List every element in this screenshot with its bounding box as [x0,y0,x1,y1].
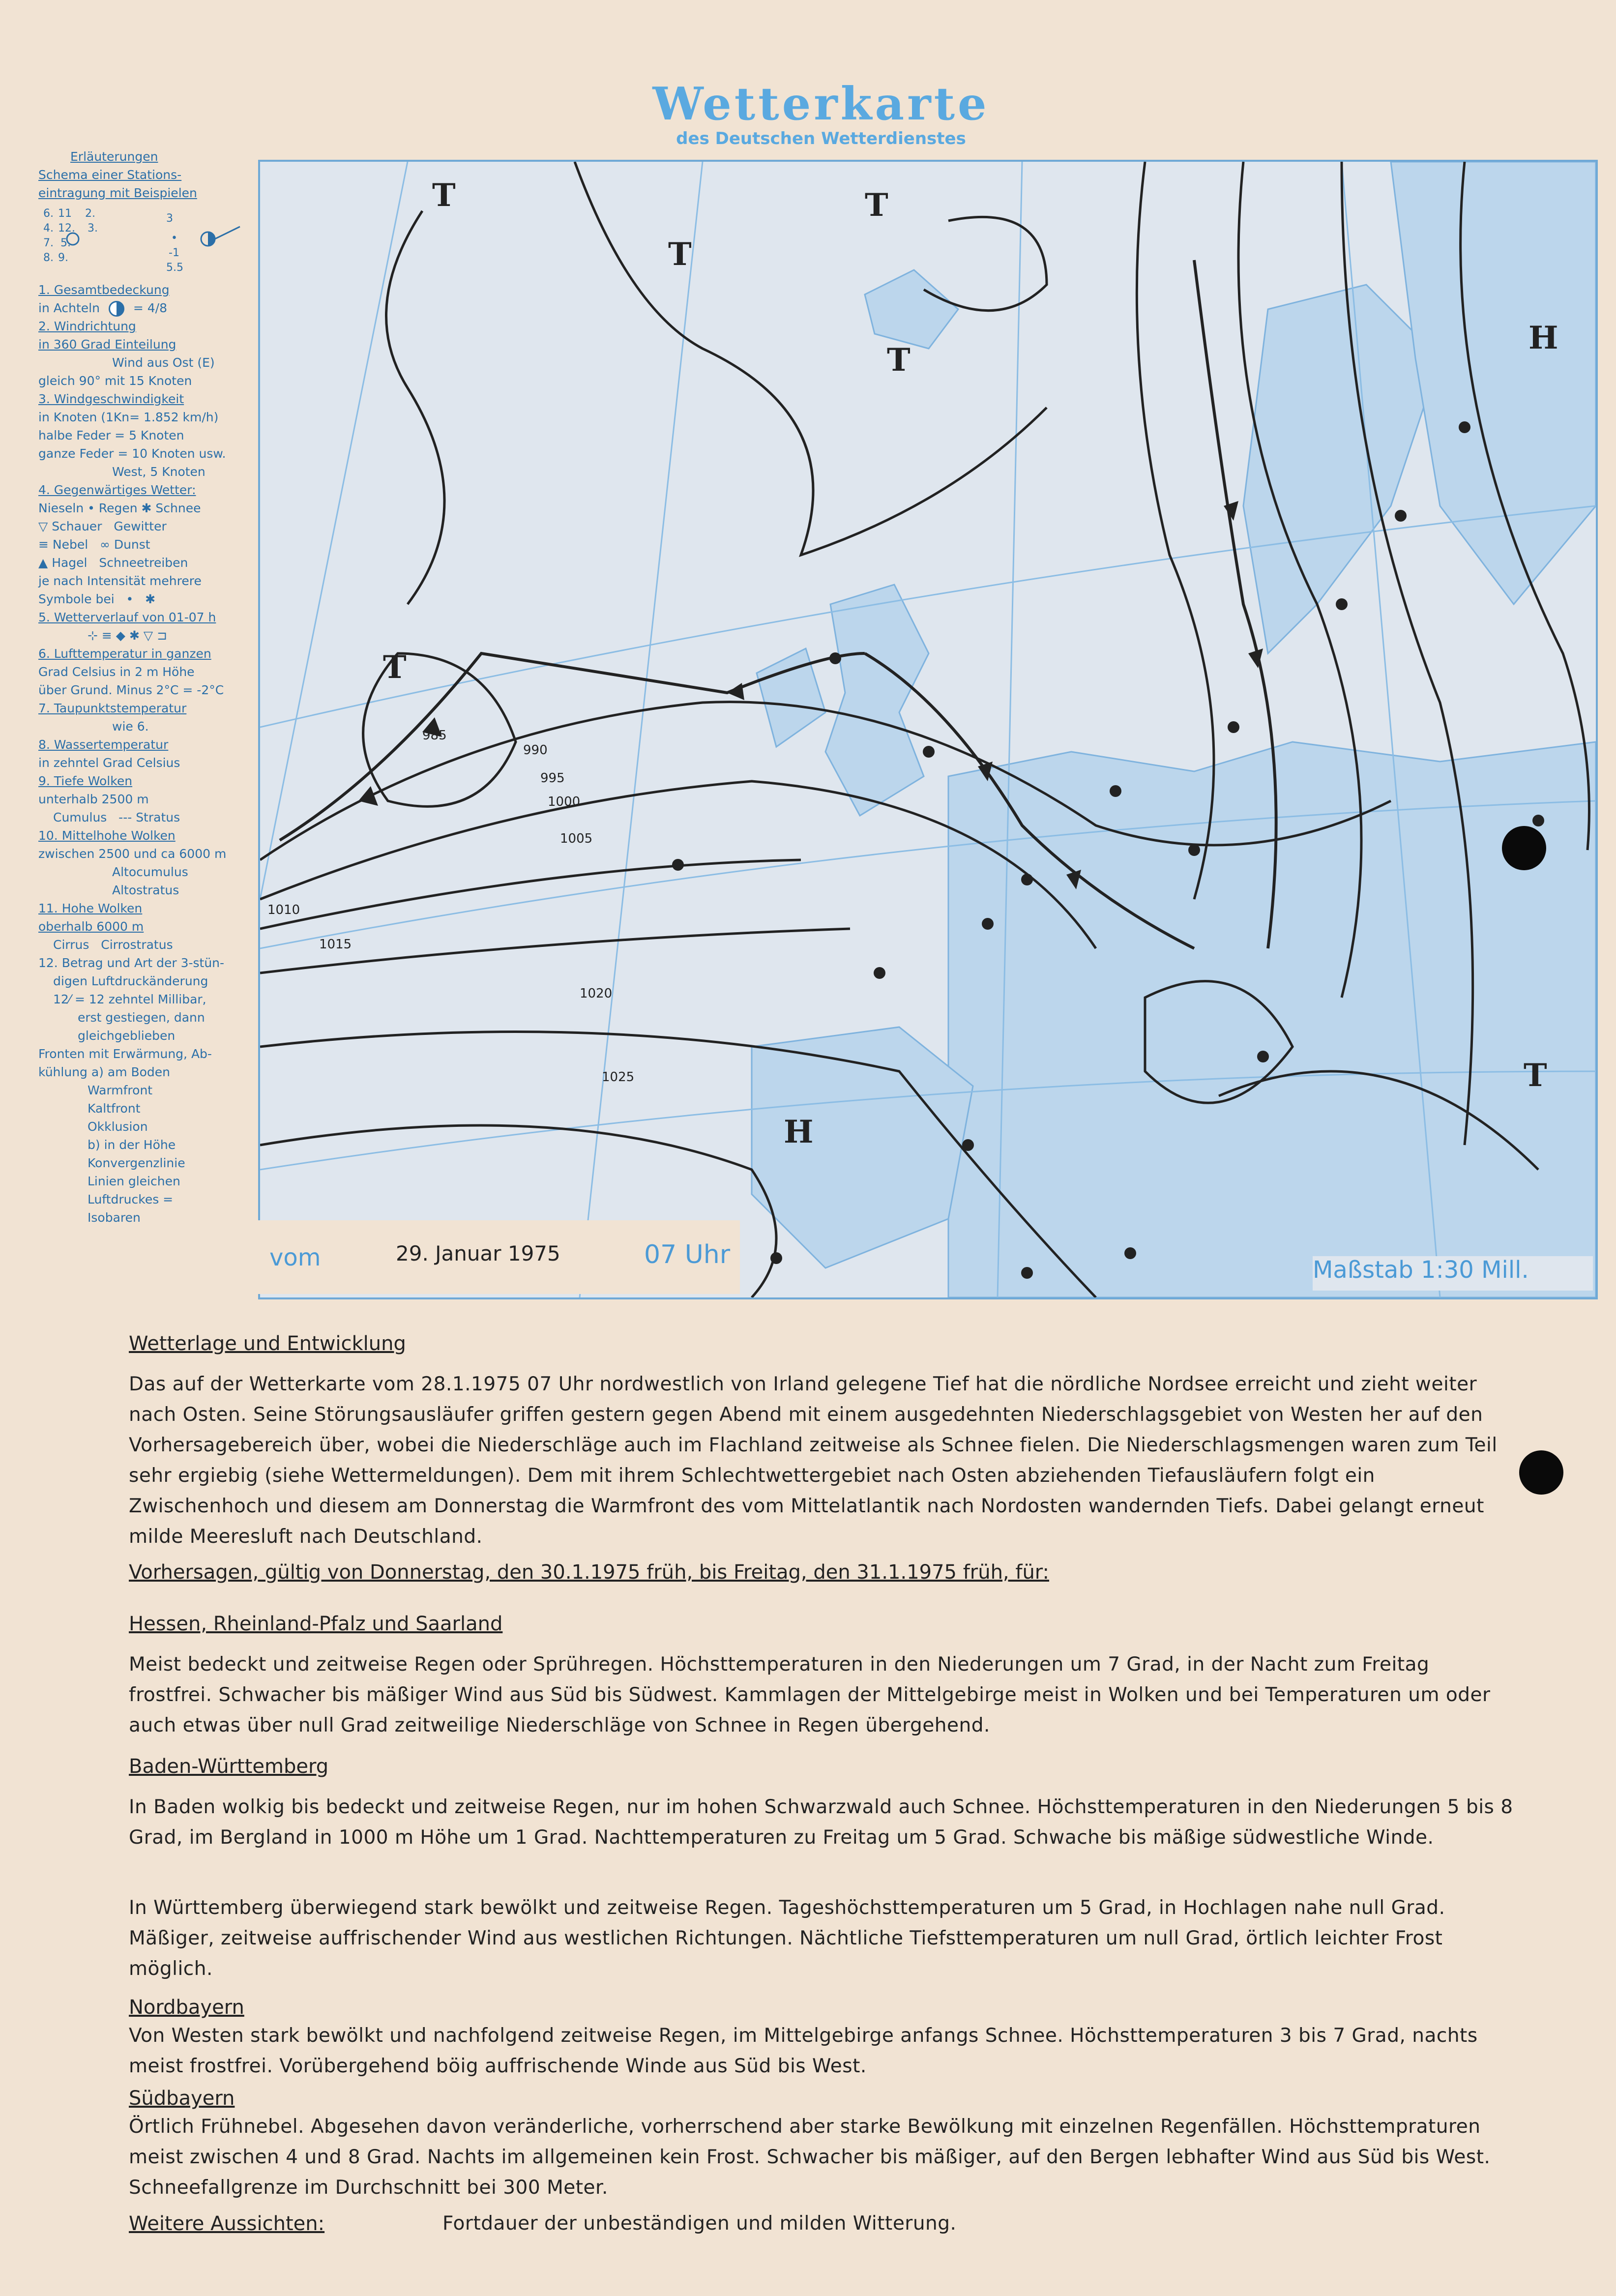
legend-11: 11. Hohe Wolken [38,901,143,915]
section-heading-outlook: Weitere Aussichten: [129,2212,325,2235]
legend-schema-1: Schema einer Stations- [38,168,182,182]
section-heading-hessen: Hessen, Rheinland-Pfalz und Saarland [129,1613,503,1635]
legend-6c: über Grund. Minus 2°C = -2°C [38,683,224,697]
section-heading-suedbayern: Südbayern [129,2087,235,2110]
weather-map [258,160,1598,1299]
isobar-label: 1015 [319,937,352,952]
legend-11d: Cirrostratus [101,938,173,952]
low-pressure-label: T [668,236,692,273]
legend: Erläuterungen Schema einer Stations- eintragung mit Beispielen 6. 11 2. 4. 12. 3. 7. 5. 8. 9. 3 • -1 5.5 1. Gesamtbedeckung in Achteln = 4/8 2. Windrichtung in 360 Grad Einteilung Wind aus Ost (E) gleich 90° mit 15 Knoten 3. Windgeschwindigkeit in Knoten (1Kn= 1.852 km/h) halbe Feder = 5 Knoten ganze Feder = 10 Knoten usw. West, 5 Knoten 4. Gegenwärtiges Wetter: Nieseln • Regen ✱ Schnee ▽ Schauer Gewitter ≡ Nebel ∞ Dunst ▲ Hagel Schneetreiben je nach Intensität mehrere Symbole bei • ✱ 5. Wetterverlauf von 01-07 h ⊹ ≡ ◆ ✱ ▽ ⊐ 6. Lufttemperatur in ganzen Grad Celsius in 2 m Höhe über Grund. Minus 2°C = -2°C 7. Taupunktstemperatur wie 6. 8. Wassertemperatur in zehntel Grad Celsius 9. Tiefe Wolken unterhalb 2500 m Cumulus --- Stratus 10. Mittelhohe Wolken zwischen 2500 und ca 6000 m Altocumulus Altostratus 11. Hohe Wolken oberhalb 6000 m Cirrus Cirrostratus 12. Betrag und Art der 3-stün- digen Luftdruckänderung 12⁄ = 12 zehntel Millibar, erst gestiegen, dann gleichgeblieben Fronten mit Erwärmung, Ab- kühlung a) am Boden Warmfront Kaltfront Okklusion b) in der Höhe Konvergenzlinie Linien gleichen Luftdruckes = Isobaren [38,147,255,1227]
isobar-label: 995 [540,771,565,786]
svg-text:5.5: 5.5 [166,262,183,274]
map-drawing [260,162,1596,1297]
legend-11b: oberhalb 6000 m [38,919,144,934]
legend-f1: Fronten mit Erwärmung, Ab- [38,1047,212,1061]
legend-6b: Grad Celsius in 2 m Höhe [38,665,195,679]
legend-2d: gleich 90° mit 15 Knoten [38,374,192,388]
legend-f4: Kaltfront [88,1101,141,1116]
legend-4e2: Schneetreiben [99,556,188,570]
legend-1b: in Achteln [38,301,100,315]
legend-7b: wie 6. [112,719,149,734]
legend-f2: kühlung a) am Boden [38,1065,171,1079]
paragraph-outlook: Fortdauer der unbeständigen und milden Witterung. [442,2212,957,2235]
paragraph-nordbayern: Von Westen stark bewölkt und nachfolgend zeitweise Regen, im Mittelgebirge anfangs Schnee. Höchsttemperaturen 3 bis 7 Grad, nachts meist frostfrei. Vorübergehend böig auffrischende Winde aus Süd bis West. [129,2025,1478,2077]
map-date: 29. Januar 1975 [396,1241,560,1266]
station-schema-symbol [38,202,255,325]
low-pressure-label: T [432,177,456,214]
paragraph-wuerttemberg: In Württemberg überwiegend stark bewölkt und zeitweise Regen. Tageshöchsttemperaturen um 5 Grad, in Hochlagen nahe null Grad. Mäßiger, zeitweise auffrischender Wind aus westlichen Richtungen. Nächtliche Tiefsttemperaturen um null Grad, örtlich leichter Frost möglich. [129,1897,1445,1980]
paragraph-baden: In Baden wolkig bis bedeckt und zeitweise Regen, nur im hohen Schwarzwald auch Schnee. Höchsttemperaturen in den Niederungen 5 bis 8 Grad, im Bergland in 1000 m Höhe um 1 Grad. Nachttemperaturen zu Freitag um 5 Grad. Schwache bis mäßige südwestliche Winde. [129,1796,1513,1849]
isobar-label: 1020 [580,986,613,1001]
weather-course-icons: ⊹ ≡ ◆ ✱ ▽ ⊐ [88,628,167,643]
legend-1c: = 4/8 [133,301,168,315]
svg-text:3: 3 [166,212,173,225]
isobar-label: 990 [523,743,548,758]
legend-f8: Linien gleichen [88,1174,180,1188]
low-pressure-label: T [887,342,911,379]
land-masses [752,162,1596,1297]
legend-12d: erst gestiegen, dann [78,1010,205,1025]
legend-3d: ganze Feder = 10 Knoten usw. [38,446,226,461]
legend-9b: unterhalb 2500 m [38,792,149,806]
map-vom: vom [269,1244,321,1271]
legend-12c: = 12 zehntel Millibar, [74,992,206,1006]
map-subtitle: des Deutschen Wetterdienstes [676,129,966,148]
svg-text:11: 11 [58,207,72,220]
legend-4b: Nieseln • Regen ✱ Schnee [38,501,201,515]
legend-10d: Altostratus [112,883,179,897]
section-heading-nordbayern: Nordbayern [129,1996,244,2019]
legend-4c: Schauer [52,519,102,533]
legend-f6: b) in der Höhe [88,1138,176,1152]
section-heading-situation: Wetterlage und Entwicklung [129,1332,406,1355]
legend-2c: Wind aus Ost (E) [112,355,215,370]
legend-12e: gleichgeblieben [78,1029,176,1043]
legend-f9: Luftdruckes = [88,1192,174,1207]
legend-4: 4. Gegenwärtiges Wetter: [38,483,196,497]
legend-8b: in zehntel Grad Celsius [38,756,180,770]
svg-text:•: • [171,232,177,244]
legend-f5: Okklusion [88,1119,148,1134]
legend-4d2: Dunst [114,537,150,552]
legend-1: 1. Gesamtbedeckung [38,283,170,297]
svg-text:8.: 8. [43,252,54,264]
legend-2b: in 360 Grad Einteilung [38,337,176,352]
legend-9c: Cumulus [53,810,107,824]
legend-4e: Hagel [52,556,88,570]
map-time: 07 Uhr [644,1240,731,1269]
legend-3b: in Knoten (1Kn= 1.852 km/h) [38,410,219,424]
legend-9d: Stratus [136,810,180,824]
legend-12: 12. Betrag und Art der 3-stün- [38,956,225,970]
svg-text:9.: 9. [58,252,68,264]
paragraph-suedbayern: Örtlich Frühnebel. Abgesehen davon veränderliche, vorherrschend aber starke Bewölkung mit einzelnen Regenfällen. Höchsttempraturen meist zwischen 4 und 8 Grad. Nachts im allgemeinen kein Frost. Schwacher bis mäßiger, auf den Bergen lebhafter Wind aus Süd bis West. Schneefallgrenze im Durchschnitt bei 300 Meter. [129,2116,1491,2199]
isobar-label: 1010 [267,903,300,917]
punch-hole [1502,826,1546,870]
legend-3: 3. Windgeschwindigkeit [38,392,184,406]
punch-hole [1519,1450,1563,1495]
legend-4f: je nach Intensität mehrere [38,574,202,588]
svg-text:5.: 5. [60,237,71,249]
legend-f3: Warmfront [88,1083,153,1097]
legend-8: 8. Wassertemperatur [38,737,169,752]
legend-2: 2. Windrichtung [38,319,136,333]
legend-3c: halbe Feder = 5 Knoten [38,428,184,442]
map-title: Wetterkarte [652,77,990,130]
legend-f7: Konvergenzlinie [88,1156,185,1170]
legend-11c: Cirrus [53,938,89,952]
isobar-label: 1000 [548,795,581,809]
legend-f10: Isobaren [88,1210,141,1225]
legend-12b: digen Luftdruckänderung [53,974,208,988]
low-pressure-label: T [865,187,888,224]
legend-10b: zwischen 2500 und ca 6000 m [38,847,227,861]
legend-3e: West, 5 Knoten [112,465,206,479]
svg-text:7.: 7. [43,237,54,249]
legend-4c2: Gewitter [114,519,167,533]
paragraph-situation: Das auf der Wetterkarte vom 28.1.1975 07 Uhr nordwestlich von Irland gelegene Tief hat die nördliche Nordsee erreicht und zieht weiter nach Osten. Seine Störungsausläufer griffen gestern gegen Abend mit einem ausgedehnten Niederschlagsgebiet von Westen her auf den Vorhersagebereich über, wobei die Niederschläge auch im Flachland zeitweise als Schnee fielen. Die Niederschlagsmengen waren zum Teil sehr ergiebig (siehe Wettermeldungen). Dem mit ihrem Schlechtwettergebiet nach Osten abziehenden Tiefausläufern folgt ein Zwischenhoch und diesem am Donnerstag die Warmfront des vom Mittelatlantik nach Nordosten wandernden Tiefs. Dabei gelangt erneut milde Meeresluft nach Deutschland. [129,1373,1498,1548]
svg-text:3.: 3. [88,222,98,235]
map-scale: Maßstab 1:30 Mill. [1313,1256,1593,1291]
isobar-label: 1005 [560,831,593,846]
legend-10: 10. Mittelhohe Wolken [38,828,176,843]
paragraph-hessen: Meist bedeckt und zeitweise Regen oder Sprühregen. Höchsttemperaturen in den Niederungen um 7 Grad, in der Nacht zum Freitag frostfrei. Schwacher bis mäßiger Wind aus Süd bis Südwest. Kammlagen der Mittelgebirge meist in Wolken und bei Temperaturen um oder auch etwas über null Grad zeitweilige Niederschläge von Schnee in Regen übergehend. [129,1653,1491,1737]
legend-4g: Symbole bei [38,592,115,606]
svg-text:4.: 4. [43,222,54,235]
low-pressure-label: T [383,649,407,686]
isobar-label: 985 [422,728,447,743]
section-heading-baden: Baden-Württemberg [129,1755,329,1778]
legend-4d: Nebel [52,537,88,552]
isobar-label: 1025 [602,1070,635,1085]
section-heading-forecast: Vorhersagen, gültig von Donnerstag, den 30.1.1975 früh, bis Freitag, den 31.1.1975 früh, für: [129,1561,1050,1584]
svg-text:6.: 6. [43,207,54,220]
svg-text:-1: -1 [169,247,179,259]
legend-10c: Altocumulus [112,865,188,879]
high-pressure-label: H [1528,320,1558,356]
svg-text:12.: 12. [58,222,75,235]
legend-title: Erläuterungen [70,149,158,164]
isobar-values [267,728,634,1085]
high-pressure-label: H [784,1114,814,1150]
legend-5: 5. Wetterverlauf von 01-07 h [38,610,216,624]
legend-7: 7. Taupunktstemperatur [38,701,187,715]
legend-6: 6. Lufttemperatur in ganzen [38,647,211,661]
legend-schema-2: eintragung mit Beispielen [38,186,197,200]
svg-text:2.: 2. [85,207,95,220]
legend-9: 9. Tiefe Wolken [38,774,133,788]
low-pressure-label: T [1524,1057,1547,1094]
